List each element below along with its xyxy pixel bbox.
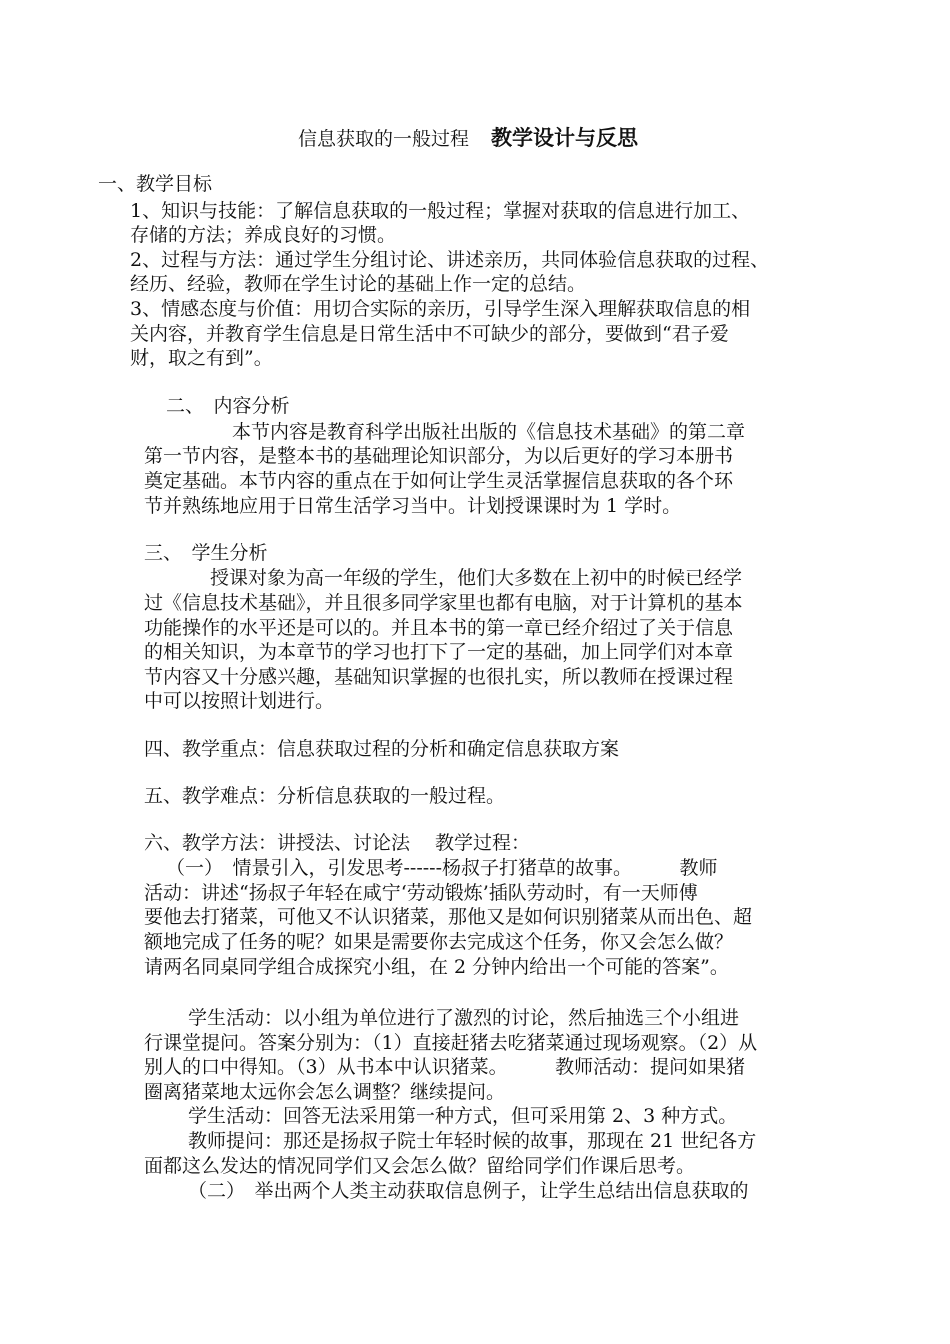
paragraph-line: 额地完成了任务的呢？如果是需要你去完成这个任务，你又会怎么做？ (144, 931, 734, 953)
paragraph-line: 面都这么发达的情况同学们又会怎么做？留给同学们作课后思考。 (144, 1155, 696, 1177)
paragraph-line: 的相关知识，为本章节的学习也打下了一定的基础，加上同学们对本章 (144, 641, 734, 663)
section-heading: 三、 学生分析 (144, 542, 268, 564)
paragraph-line: 教师提问：那还是扬叔子院士年轻时候的故事，那现在 21 世纪各方 (188, 1130, 757, 1152)
document-title (298, 125, 638, 150)
paragraph-line: 别人的口中得知。（3）从书本中认识猪菜。 教师活动：提问如果猪 (144, 1056, 746, 1078)
paragraph-line: 活动：讲述“扬叔子年轻在咸宁‘劳动锻炼’插队劳动时，有一天师傅 (144, 882, 698, 904)
paragraph-line: 财，取之有到”。 (130, 347, 273, 369)
paragraph-line: 学生活动：以小组为单位进行了激烈的讨论，然后抽选三个小组进 (188, 1007, 740, 1029)
paragraph-line: 学生活动：回答无法采用第一种方式，但可采用第 2、3 种方式。 (188, 1105, 738, 1127)
paragraph-line: 节内容又十分感兴趣，基础知识掌握的也很扎实，所以教师在授课过程 (144, 666, 734, 688)
paragraph-line: 奠定基础。本节内容的重点在于如何让学生灵活掌握信息获取的各个环 (144, 470, 734, 492)
section-heading: 六、教学方法：讲授法、讨论法 教学过程： (144, 832, 531, 854)
section-heading: 五、教学难点：分析信息获取的一般过程。 (144, 785, 506, 807)
paragraph-line: 中可以按照计划进行。 (144, 690, 335, 712)
paragraph-line: 圈离猪菜地太远你会怎么调整？继续提问。 (144, 1081, 506, 1103)
paragraph-line: 功能操作的水平还是可以的。并且本书的第一章已经介绍过了关于信息 (144, 617, 734, 639)
paragraph-line: 3、情感态度与价值：用切合实际的亲历，引导学生深入理解获取信息的相 (130, 298, 751, 320)
paragraph-line: 请两名同桌同学组合成探究小组，在 2 分钟内给出一个可能的答案”。 (144, 956, 729, 978)
paragraph-line: 第一节内容，是整本书的基础理论知识部分，为以后更好的学习本册书 (144, 445, 734, 467)
section-heading: 二、 内容分析 (166, 395, 290, 417)
paragraph-line: 行课堂提问。答案分别为：（1）直接赶猪去吃猪菜通过现场观察。（2）从 (144, 1032, 758, 1054)
paragraph-line: 过《信息技术基础》，并且很多同学家里也都有电脑，对于计算机的基本 (144, 592, 743, 614)
paragraph-line: 节并熟练地应用于日常生活学习当中。计划授课课时为 1 学时。 (144, 495, 682, 517)
section-heading: 四、教学重点：信息获取过程的分析和确定信息获取方案 (144, 738, 620, 760)
title-main: 教学设计与反思 (491, 125, 639, 150)
paragraph-line: 经历、经验，教师在学生讨论的基础上作一定的总结。 (130, 273, 587, 295)
paragraph-line: 关内容，并教育学生信息是日常生活中不可缺少的部分，要做到“君子爱 (130, 323, 729, 345)
paragraph-line: 1、知识与技能：了解信息获取的一般过程；掌握对获取的信息进行加工、 (130, 200, 751, 222)
paragraph-line: 存储的方法；养成良好的习惯。 (130, 224, 397, 246)
paragraph-line: （一） 情景引入，引发思考------杨叔子打猪草的故事。 教师 (166, 857, 718, 879)
paragraph-line: 2、过程与方法：通过学生分组讨论、讲述亲历，共同体验信息获取的过程、 (130, 249, 770, 271)
paragraph-line: 本节内容是教育科学出版社出版的《信息技术基础》的第二章 (232, 421, 746, 443)
paragraph-line: 授课对象为高一年级的学生，他们大多数在上初中的时候已经学 (210, 567, 743, 589)
paragraph-line: （二） 举出两个人类主动获取信息例子，让学生总结出信息获取的 (188, 1180, 749, 1202)
section-heading: 一、教学目标 (98, 173, 213, 195)
paragraph-line: 要他去打猪菜，可他又不认识猪菜，那他又是如何识别猪菜从而出色、超 (144, 906, 753, 928)
title-topic: 信息获取的一般过程 (298, 128, 470, 150)
